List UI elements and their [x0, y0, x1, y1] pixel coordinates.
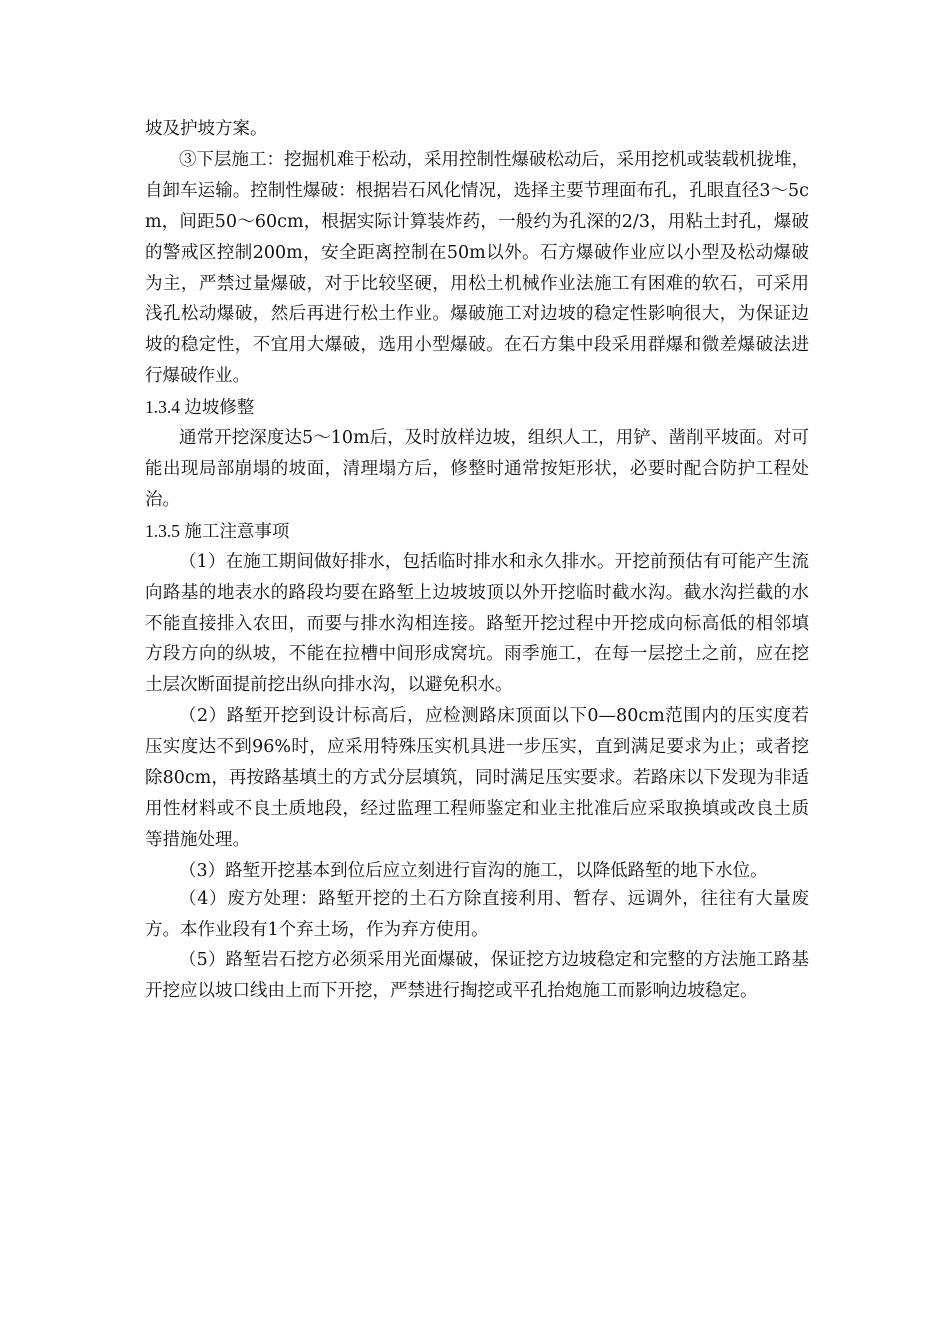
paragraph-note-1-drainage: （1）在施工期间做好排水，包括临时排水和永久排水。开挖前预估有可能产生流向路基的地表水的路段均要在路堑上边坡坡顶以外开挖临时截水沟。截水沟拦截的水不能直接排入农田，而要与排水沟相连接。路堑开挖过程中开挖成向标高低的相邻填方段方向的纵坡，不能在拉槽中间形成窝坑。雨季施工，在每一层挖土之前，应在挖土层次断面提前挖出纵向排水沟，以避免积水。	[145, 551, 809, 696]
paragraph-lower-layer-construction: ③下层施工：挖掘机难于松动，采用控制性爆破松动后，采用挖机或装载机拢堆，自卸车运输。控制性爆破：根据岩石风化情况，选择主要节理面布孔，孔眼直径3～5cm，间距50～60cm，根据实际计算装炸药，一般约为孔深的2/3，用粘土封孔，爆破的警戒区控制200m，安全距离控制在50m以外。石方爆破作业应以小型及松动爆破为主，严禁过量爆破，对于比较坚硬，用松土机械作业法施工有困难的软石，可采用浅孔松动爆破，然后再进行松土作业。爆破施工对边坡的稳定性影响很大，为保证边坡的稳定性，不宜用大爆破，选用小型爆破。在石方集中段采用群爆和微差爆破法进行爆破作业。	[145, 149, 809, 387]
paragraph-note-4-waste-disposal: （4）废方处理：路堑开挖的土石方除直接利用、暂存、远调外，往往有大量废方。本作业段有1个弃土场，作为弃方使用。	[145, 888, 809, 940]
paragraph-note-2-compaction: （2）路堑开挖到设计标高后，应检测路床顶面以下0—80cm范围内的压实度若压实度达不到96%时，应采用特殊压实机具进一步压实，直到满足要求为止；或者挖除80cm，再按路基填土的方式分层填筑，同时满足压实要求。若路床以下发现为非适用性材料或不良土质地段，经过监理工程师鉴定和业主批准后应采取换填或改良土质等措施处理。	[145, 706, 809, 850]
document-body	[145, 114, 809, 1007]
paragraph-note-3-blind-drain: （3）路堑开挖基本到位后应立刻进行盲沟的施工，以降低路堑的地下水位。	[179, 860, 768, 881]
paragraph-continuation: 坡及护坡方案。	[145, 119, 268, 139]
section-heading-construction-notes: 1.3.5 施工注意事项	[145, 520, 290, 541]
paragraph-note-5-smooth-blasting: （5）路堑岩石挖方必须采用光面爆破，保证挖方边坡稳定和完整的方法施工路基开挖应以坡口线由上而下开挖，严禁进行掏挖或平孔抬炮施工而影响边坡稳定。	[145, 950, 809, 1002]
section-heading-slope-trimming: 1.3.4 边坡修整	[145, 397, 255, 418]
paragraph-slope-trimming: 通常开挖深度达5～10m后，及时放样边坡，组织人工，用铲、凿削平坡面。对可能出现局部崩塌的坡面，清理塌方后，修整时通常按矩形状，必要时配合防护工程处治。	[145, 428, 809, 510]
